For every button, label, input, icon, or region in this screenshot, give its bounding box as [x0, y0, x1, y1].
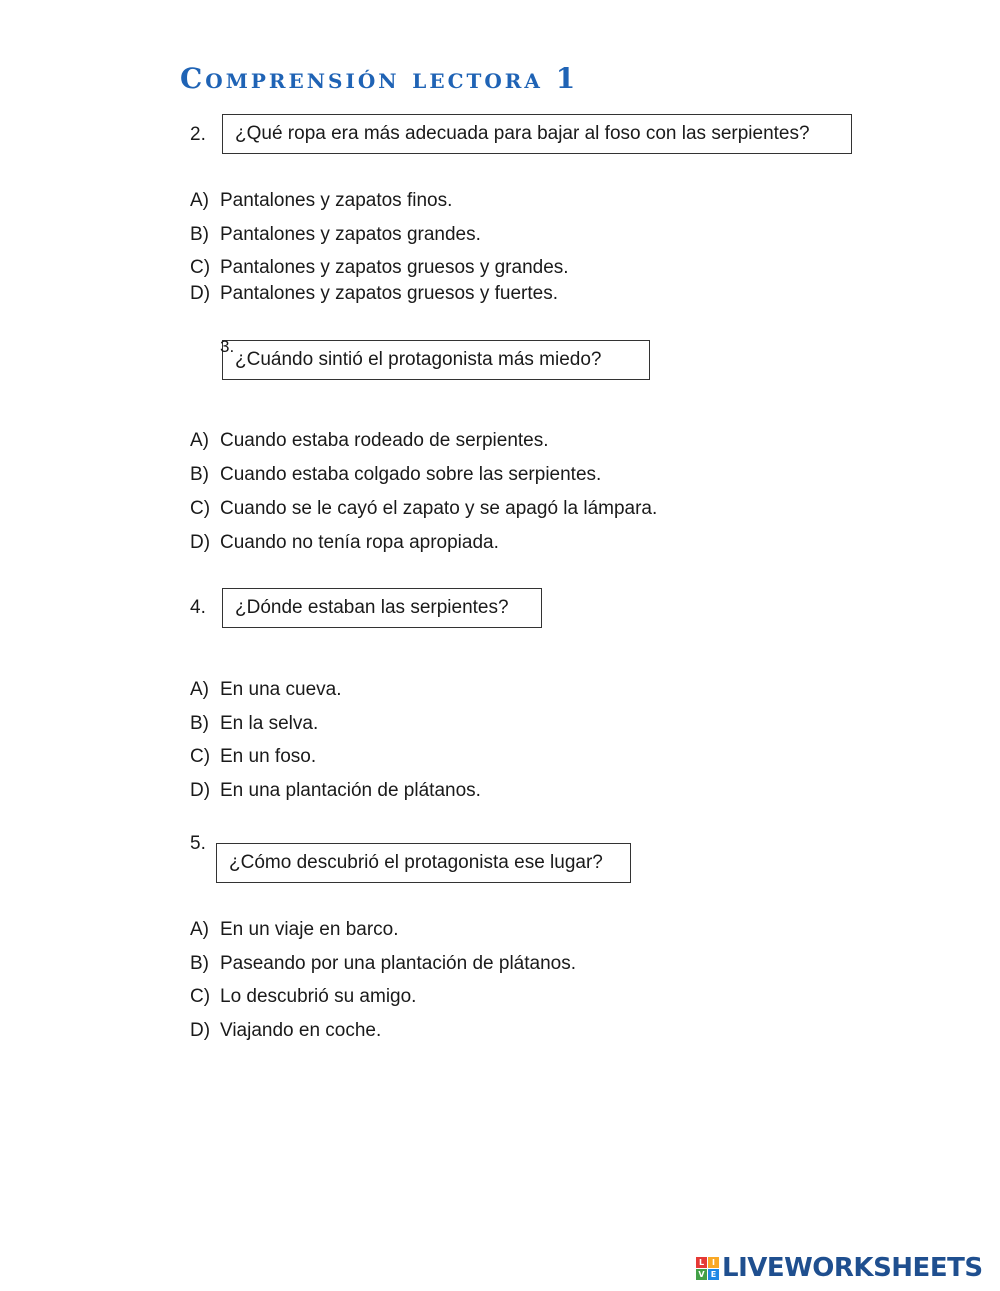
option-text: En un foso.	[220, 746, 317, 767]
option-q5-a[interactable]	[190, 919, 399, 941]
option-letter: C)	[190, 746, 211, 767]
question-5-number: 5.	[190, 833, 206, 854]
option-text: Viajando en coche.	[220, 1020, 382, 1041]
option-text: En una cueva.	[220, 679, 342, 700]
option-letter: A)	[190, 679, 209, 700]
logo-mark-icon	[696, 1257, 719, 1280]
option-text: Cuando no tenía ropa apropiada.	[220, 532, 499, 553]
question-4-number: 4.	[190, 597, 206, 618]
option-text: En una plantación de plátanos.	[220, 780, 481, 801]
option-q3-a[interactable]	[190, 430, 549, 452]
option-q2-c[interactable]	[190, 257, 569, 279]
option-text: En la selva.	[220, 713, 319, 734]
question-4-box: ¿Dónde estaban las serpientes?	[222, 588, 542, 628]
logo-tile: V	[696, 1269, 707, 1280]
question-3-box: ¿Cuándo sintió el protagonista más miedo?	[222, 340, 650, 380]
option-q5-d[interactable]	[190, 1020, 381, 1042]
option-q5-b[interactable]	[190, 953, 576, 975]
option-letter: C)	[190, 986, 211, 1007]
option-text: Cuando estaba colgado sobre las serpientes.	[220, 464, 602, 485]
option-letter: D)	[190, 532, 211, 553]
option-q4-a[interactable]	[190, 679, 341, 701]
option-text: Lo descubrió su amigo.	[220, 986, 417, 1007]
option-q2-d[interactable]	[190, 283, 558, 305]
logo-tile: L	[696, 1257, 707, 1268]
option-q3-c[interactable]	[190, 498, 657, 520]
liveworksheets-logo	[696, 1253, 983, 1283]
option-letter: D)	[190, 1020, 211, 1041]
option-letter: B)	[190, 713, 209, 734]
option-q3-d[interactable]	[190, 532, 499, 554]
option-q4-b[interactable]	[190, 713, 318, 735]
logo-text: LIVEWORKSHEETS	[722, 1253, 983, 1283]
option-q5-c[interactable]	[190, 986, 416, 1008]
option-text: En un viaje en barco.	[220, 919, 399, 940]
question-2-number: 2.	[190, 124, 206, 145]
option-letter: B)	[190, 464, 209, 485]
option-q2-b[interactable]	[190, 224, 481, 246]
option-letter: B)	[190, 953, 209, 974]
logo-tile: E	[708, 1269, 719, 1280]
option-text: Pantalones y zapatos gruesos y grandes.	[220, 257, 569, 278]
option-q4-c[interactable]	[190, 746, 316, 768]
option-text: Paseando por una plantación de plátanos.	[220, 953, 576, 974]
option-text: Pantalones y zapatos grandes.	[220, 224, 481, 245]
option-letter: A)	[190, 919, 209, 940]
option-letter: A)	[190, 190, 209, 211]
option-text: Pantalones y zapatos gruesos y fuertes.	[220, 283, 558, 304]
option-letter: D)	[190, 780, 211, 801]
option-q3-b[interactable]	[190, 464, 601, 486]
option-text: Pantalones y zapatos finos.	[220, 190, 453, 211]
option-letter: C)	[190, 498, 211, 519]
question-2-box: ¿Qué ropa era más adecuada para bajar al foso con las serpientes?	[222, 114, 852, 154]
option-q2-a[interactable]	[190, 190, 452, 212]
question-5-box: ¿Cómo descubrió el protagonista ese lugar?	[216, 843, 631, 883]
option-letter: A)	[190, 430, 209, 451]
question-3-number: 3.	[220, 337, 235, 356]
option-text: Cuando estaba rodeado de serpientes.	[220, 430, 549, 451]
logo-tile: I	[708, 1257, 719, 1268]
option-letter: D)	[190, 283, 211, 304]
option-letter: B)	[190, 224, 209, 245]
option-text: Cuando se le cayó el zapato y se apagó la lámpara.	[220, 498, 658, 519]
option-q4-d[interactable]	[190, 780, 481, 802]
option-letter: C)	[190, 257, 211, 278]
page-title: Comprensión lectora 1	[180, 62, 579, 95]
